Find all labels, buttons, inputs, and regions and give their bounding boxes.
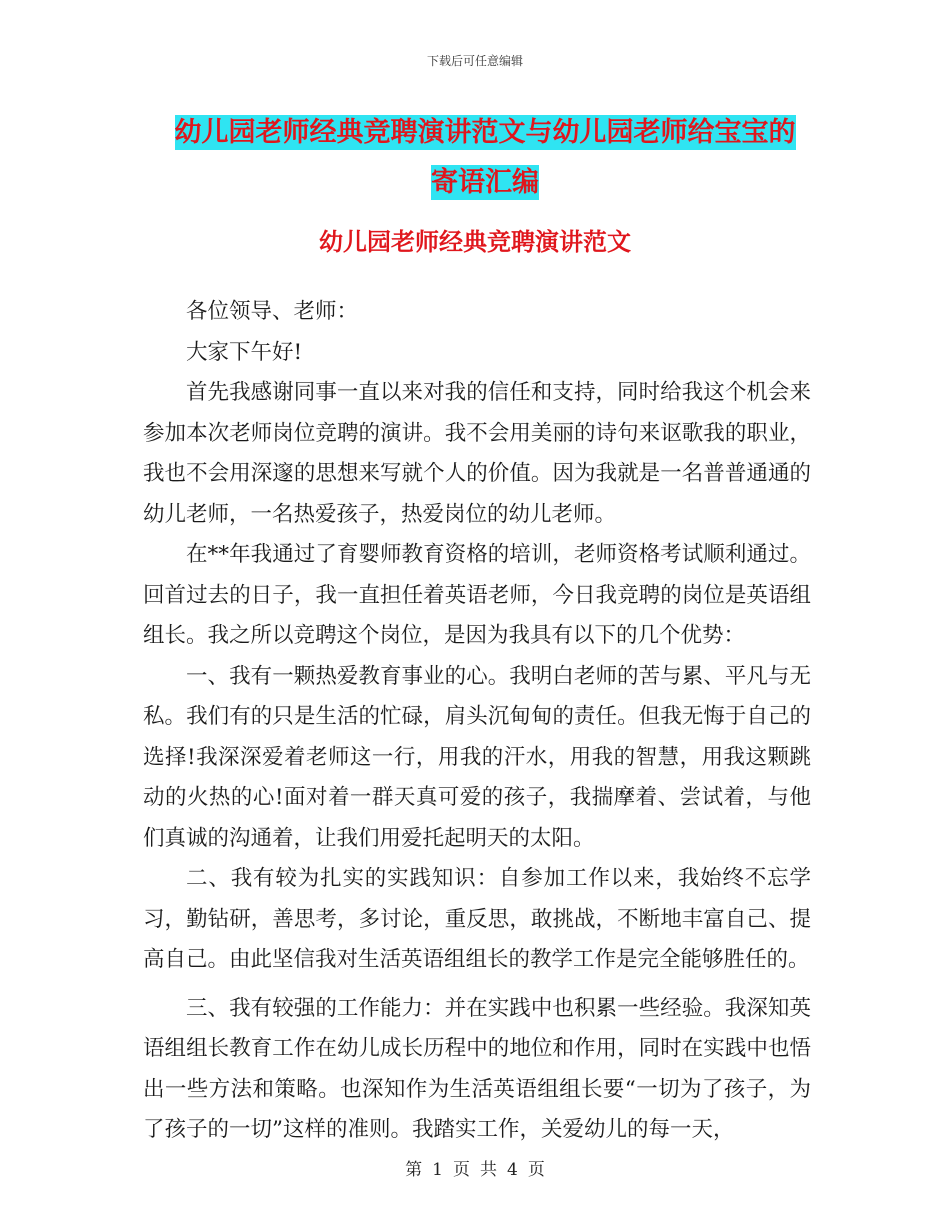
footer-page-unit: 页: [453, 1160, 470, 1180]
footer-total-label: 共: [480, 1160, 497, 1180]
footer-total-pages: 4: [507, 1160, 518, 1180]
paragraph-background: 在**年我通过了育婴师教育资格的培训，老师资格考试顺利通过。回首过去的日子，我一直担任着英语老师，今日我竞聘的岗位是英语组组长。我之所以竞聘这个岗位，是因为我具有以下的几个优势：: [143, 542, 811, 648]
page-footer: [0, 1155, 950, 1180]
footer-page-number: 1: [432, 1160, 443, 1180]
paragraph-advantage-3: 三、我有较强的工作能力：并在实践中也积累一些经验。我深知英语组组长教育工作在幼儿成长历程中的地位和作用，同时在实践中也悟出一些方法和策略。也深知作为生活英语组组长要“一切为了孩子，为了孩子的一切”这样的准则。我踏实工作，关爱幼儿的每一天，: [143, 995, 811, 1142]
paragraph-greeting: 大家下午好!: [186, 339, 303, 365]
section-title: 幼儿园老师经典竞聘演讲范文: [319, 228, 631, 256]
document-title-line-2: 寄语汇编: [431, 167, 539, 198]
header-note: 下载后可任意编辑: [426, 54, 523, 68]
body-text: [143, 292, 811, 1151]
footer-total-unit: 页: [527, 1160, 545, 1180]
document-title-line-1: 幼儿园老师经典竞聘演讲范文与幼儿园老师给宝宝的: [174, 117, 796, 148]
footer-page-label: 第: [405, 1160, 423, 1180]
document-title: [140, 108, 830, 208]
paragraph-salutation: 各位领导、老师：: [186, 299, 359, 324]
paragraph-intro: 首先我感谢同事一直以来对我的信任和支持，同时给我这个机会来参加本次老师岗位竞聘的演讲。我不会用美丽的诗句来讴歌我的职业， 我也不会用深邃的思想来写就个人的价值。因为我就是一名普普通通的幼儿老师，一名热爱孩子，热爱岗位的幼儿老师。: [143, 380, 811, 527]
paragraph-advantage-1: 一、我有一颗热爱教育事业的心。我明白老师的苦与累、平凡与无私。我们有的只是生活的忙碌，肩头沉甸甸的责任。但我无悔于自己的选择!我深深爱着老师这一行，用我的汗水，用我的智慧，用我这颗跳动的火热的心!面对着一群天真可爱的孩子，我揣摩着、尝试着，与他们真诚的沟通着，让我们用爱托起明天的太阳。: [143, 663, 811, 851]
paragraph-advantage-2: 二、我有较为扎实的实践知识：自参加工作以来，我始终不忘学习，勤钻研，善思考，多讨论，重反思，敢挑战，不断地丰富自己、提高自己。由此坚信我对生活英语组组长的教学工作是完全能够胜任的。: [143, 866, 811, 972]
